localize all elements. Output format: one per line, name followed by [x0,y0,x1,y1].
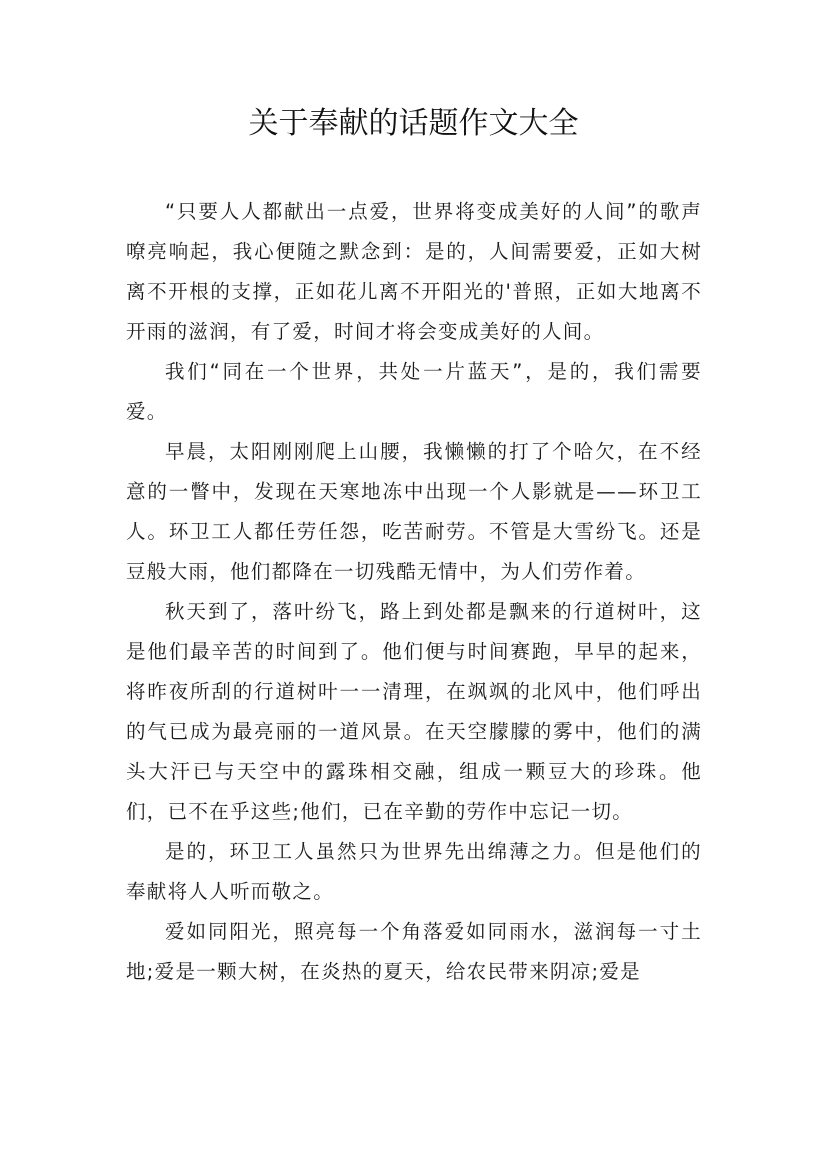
paragraph: 秋天到了，落叶纷飞，路上到处都是飘来的行道树叶，这是他们最辛苦的时间到了。他们便与时间赛跑，早早的起来，将昨夜所刮的行道树叶一一清理，在飒飒的北风中，他们呼出的气已成为最亮丽的一道风景。在天空朦朦的雾中，他们的满头大汗已与天空中的露珠相交融，组成一颗豆大的珍珠。他们，已不在乎这些;他们，已在辛勤的劳作中忘记一切。 [126,600,702,823]
paragraph: 早晨，太阳刚刚爬上山腰，我懒懒的打了个哈欠，在不经意的一瞥中，发现在天寒地冻中出现一个人影就是——环卫工人。环卫工人都任劳任怨，吃苦耐劳。不管是大雪纷飞。还是豆般大雨，他们都降在一切残酷无情中，为人们劳作着。 [126,440,702,583]
document-body [126,192,702,992]
paragraph: 我们“同在一个世界，共处一片蓝天”，是的，我们需要爱。 [126,360,702,423]
paragraph: 是的，环卫工人虽然只为世界先出绵薄之力。但是他们的奉献将人人听而敬之。 [126,840,702,903]
paragraph: “只要人人都献出一点爱，世界将变成美好的人间”的歌声嘹亮响起，我心便随之默念到：是的，人间需要爱，正如大树离不开根的支撑，正如花儿离不开阳光的'普照，正如大地离不开雨的滋润，有了爱，时间才将会变成美好的人间。 [126,200,702,343]
document-title: 关于奉献的话题作文大全 [248,106,579,141]
paragraph: 爱如同阳光，照亮每一个角落爱如同雨水，滋润每一寸土地;爱是一颗大树，在炎热的夏天，给农民带来阴凉;爱是 [126,920,702,983]
